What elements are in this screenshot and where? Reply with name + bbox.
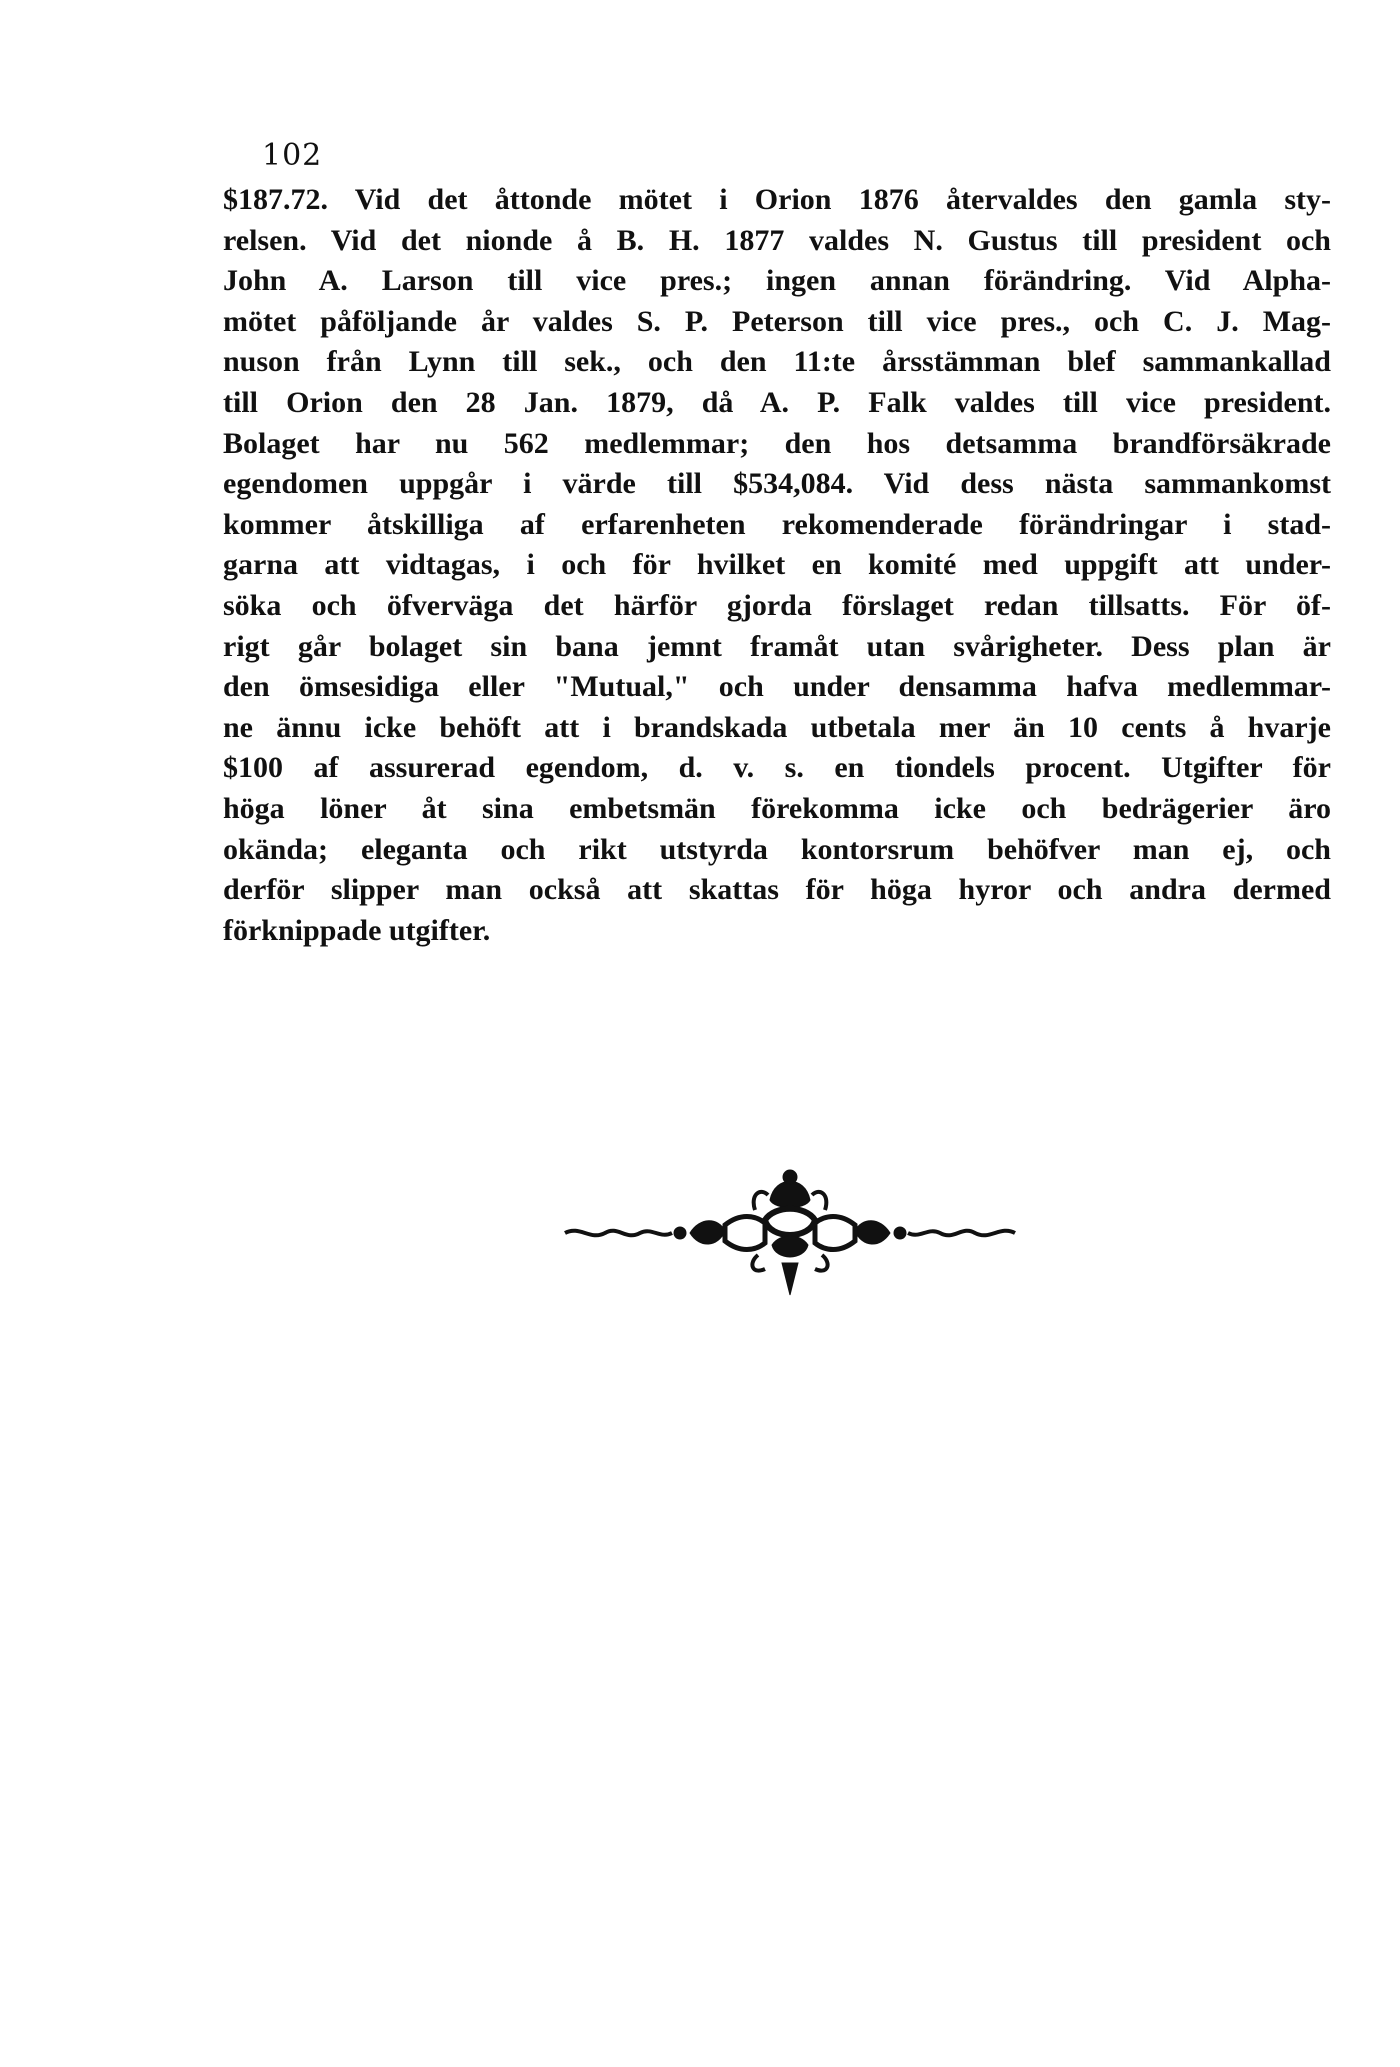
text-line: kommer åtskilliga af erfarenheten rekomenderade förändringar i stad- (223, 507, 1331, 541)
text-line: nuson från Lynn till sek., och den 11:te årsstämman blef sammankallad (223, 345, 1331, 379)
page-number: 102 (262, 138, 323, 173)
text-line: söka och öfverväga det härför gjorda förslaget redan tillsatts. För öf- (223, 588, 1331, 622)
text-line: förknippade utgifter. (223, 913, 491, 947)
text-line: derför slipper man också att skattas för höga hyror och andra dermed (223, 873, 1331, 907)
body-text (223, 180, 1331, 951)
text-line: $187.72. Vid det åttonde mötet i Orion 1876 återvaldes den gamla sty- (223, 183, 1331, 216)
text-line: rigt går bolaget sin bana jemnt framåt utan svårigheter. Dess plan är (223, 629, 1331, 663)
text-line: egendomen uppgår i värde till $534,084. Vid dess nästa sammankomst (223, 467, 1331, 501)
text-line: garna att vidtagas, i och för hvilket en komité med uppgift att under- (223, 548, 1331, 582)
text-line: John A. Larson till vice pres.; ingen annan förändring. Vid Alpha- (223, 264, 1331, 298)
text-line: okända; eleganta och rikt utstyrda kontorsrum behöfver man ej, och (223, 832, 1331, 866)
text-line: $100 af assurerad egendom, d. v. s. en tiondels procent. Utgifter för (223, 751, 1331, 785)
text-line: ne ännu icke behöft att i brandskada utbetala mer än 10 cents å hvarje (223, 710, 1331, 744)
ornament-icon (560, 1165, 1020, 1300)
text-line: till Orion den 28 Jan. 1879, då A. P. Falk valdes till vice president. (223, 385, 1331, 419)
text-line: mötet påföljande år valdes S. P. Peterson till vice pres., och C. J. Mag- (223, 304, 1331, 338)
text-line: relsen. Vid det nionde å B. H. 1877 valdes N. Gustus till president och (223, 223, 1331, 257)
text-line: höga löner åt sina embetsmän förekomma icke och bedrägerier äro (223, 791, 1331, 825)
text-line: Bolaget har nu 562 medlemmar; den hos detsamma brandförsäkrade (223, 426, 1331, 460)
text-line: den ömsesidiga eller "Mutual," och under densamma hafva medlemmar- (223, 670, 1331, 704)
